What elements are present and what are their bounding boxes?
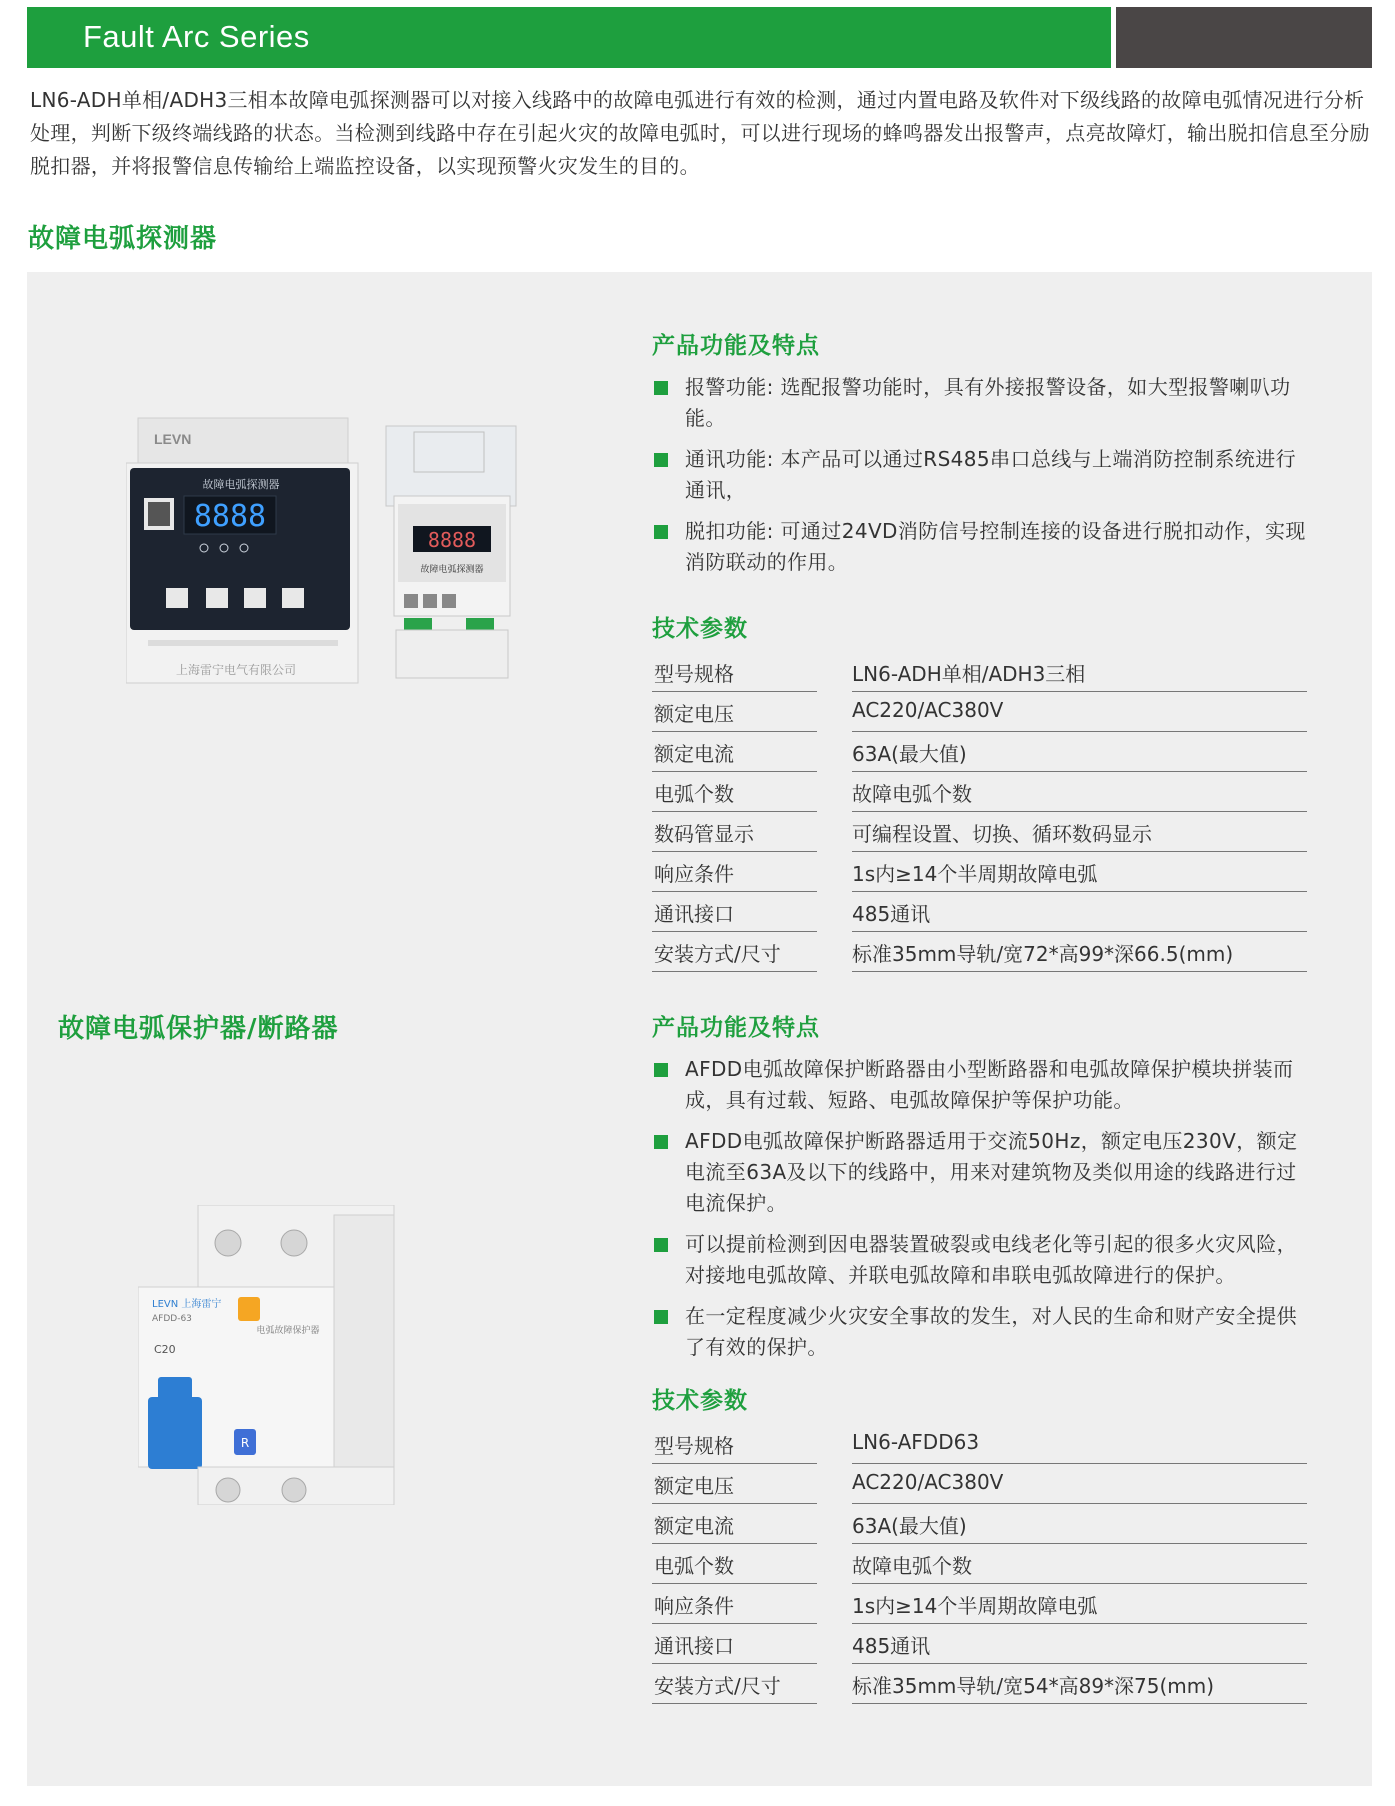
bullet-square-icon	[654, 525, 668, 539]
list-item: AFDD电弧故障保护断路器适用于交流50Hz，额定电压230V，额定电流至63A及以下的线路中，用来对建筑物及类似用途的线路进行过电流保护。	[652, 1126, 1312, 1219]
table-row: 数码管显示 可编程设置、切换、循环数码显示	[652, 812, 1307, 852]
breaker-test-button: R	[240, 1436, 250, 1450]
table-row: 电弧个数 故障电弧个数	[652, 1544, 1307, 1584]
header-banner	[27, 7, 1111, 68]
table-row: 电弧个数 故障电弧个数	[652, 772, 1307, 812]
breaker-features-title: 产品功能及特点	[652, 1015, 820, 1041]
breaker-specs-table	[652, 1424, 1307, 1704]
detector-specs-table	[652, 652, 1307, 972]
breaker-label: 电弧故障保护器	[256, 1326, 320, 1336]
breaker-section-title: 故障电弧保护器/断路器	[58, 1014, 339, 1044]
list-item: 通讯功能: 本产品可以通过RS485串口总线与上端消防控制系统进行通讯，	[652, 444, 1312, 506]
bullet-square-icon	[654, 1135, 668, 1149]
table-row: 型号规格 LN6-ADH单相/ADH3三相	[652, 652, 1307, 692]
breaker-features-list	[652, 1054, 1312, 1373]
detector-section-title: 故障电弧探测器	[28, 224, 218, 254]
detector-specs-title: 技术参数	[652, 616, 748, 642]
detector-device-image	[126, 408, 566, 702]
detector-features-list	[652, 372, 1312, 588]
table-row: 额定电压 AC220/AC380V	[652, 1464, 1307, 1504]
svg-text:8888: 8888	[427, 528, 477, 552]
list-item: 报警功能: 选配报警功能时，具有外接报警设备，如大型报警喇叭功能。	[652, 372, 1312, 434]
bullet-square-icon	[654, 1063, 668, 1077]
list-item: 可以提前检测到因电器装置破裂或电线老化等引起的很多火灾风险，对接地电弧故障、并联电弧故障和串联电弧故障进行的保护。	[652, 1229, 1312, 1291]
list-item: 脱扣功能: 可通过24VD消防信号控制连接的设备进行脱扣动作，实现消防联动的作用。	[652, 516, 1312, 578]
breaker-model: AFDD-63	[152, 1314, 192, 1324]
detector-small-label: 故障电弧探测器	[420, 565, 484, 575]
table-row: 安装方式/尺寸 标准35mm导轨/宽72*高99*深66.5(mm)	[652, 932, 1307, 972]
table-row: 响应条件 1s内≥14个半周期故障电弧	[652, 1584, 1307, 1624]
list-item: AFDD电弧故障保护断路器由小型断路器和电弧故障保护模块拼装而成，具有过载、短路、电弧故障保护等保护功能。	[652, 1054, 1312, 1116]
page-title: Fault Arc Series	[83, 19, 310, 54]
table-row: 通讯接口 485通讯	[652, 1624, 1307, 1664]
intro-paragraph: LN6-ADH单相/ADH3三相本故障电弧探测器可以对接入线路中的故障电弧进行有效的检测，通过内置电路及软件对下级线路的故障电弧情况进行分析处理，判断下级终端线路的状态。当检测到线路中存在引起火灾的故障电弧时，可以进行现场的蜂鸣器发出报警声，点亮故障灯，输出脱扣信息至分励脱扣器，并将报警信息传输给上端监控设备，以实现预警火灾发生的目的。	[30, 88, 1370, 178]
table-row: 响应条件 1s内≥14个半周期故障电弧	[652, 852, 1307, 892]
detector-brand: LEVN	[154, 431, 192, 447]
breaker-rating: C20	[154, 1343, 176, 1356]
table-row: 额定电压 AC220/AC380V	[652, 692, 1307, 732]
detector-features-title: 产品功能及特点	[652, 333, 820, 359]
breaker-device-image	[138, 1205, 398, 1509]
detector-panel-label: 故障电弧探测器	[202, 478, 280, 491]
bullet-square-icon	[654, 453, 668, 467]
breaker-brand: LEVN 上海雷宁	[152, 1299, 222, 1310]
table-row: 通讯接口 485通讯	[652, 892, 1307, 932]
table-row: 安装方式/尺寸 标准35mm导轨/宽54*高89*深75(mm)	[652, 1664, 1307, 1704]
table-row: 额定电流 63A(最大值)	[652, 732, 1307, 772]
header-dark-block	[1116, 7, 1372, 68]
detector-company: 上海雷宁电气有限公司	[175, 663, 297, 677]
bullet-square-icon	[654, 381, 668, 395]
breaker-specs-title: 技术参数	[652, 1388, 748, 1414]
list-item: 在一定程度减少火灾安全事故的发生，对人民的生命和财产安全提供了有效的保护。	[652, 1301, 1312, 1363]
table-row: 型号规格 LN6-AFDD63	[652, 1424, 1307, 1464]
detector-display: 8888	[193, 499, 267, 534]
table-row: 额定电流 63A(最大值)	[652, 1504, 1307, 1544]
bullet-square-icon	[654, 1238, 668, 1252]
bullet-square-icon	[654, 1310, 668, 1324]
